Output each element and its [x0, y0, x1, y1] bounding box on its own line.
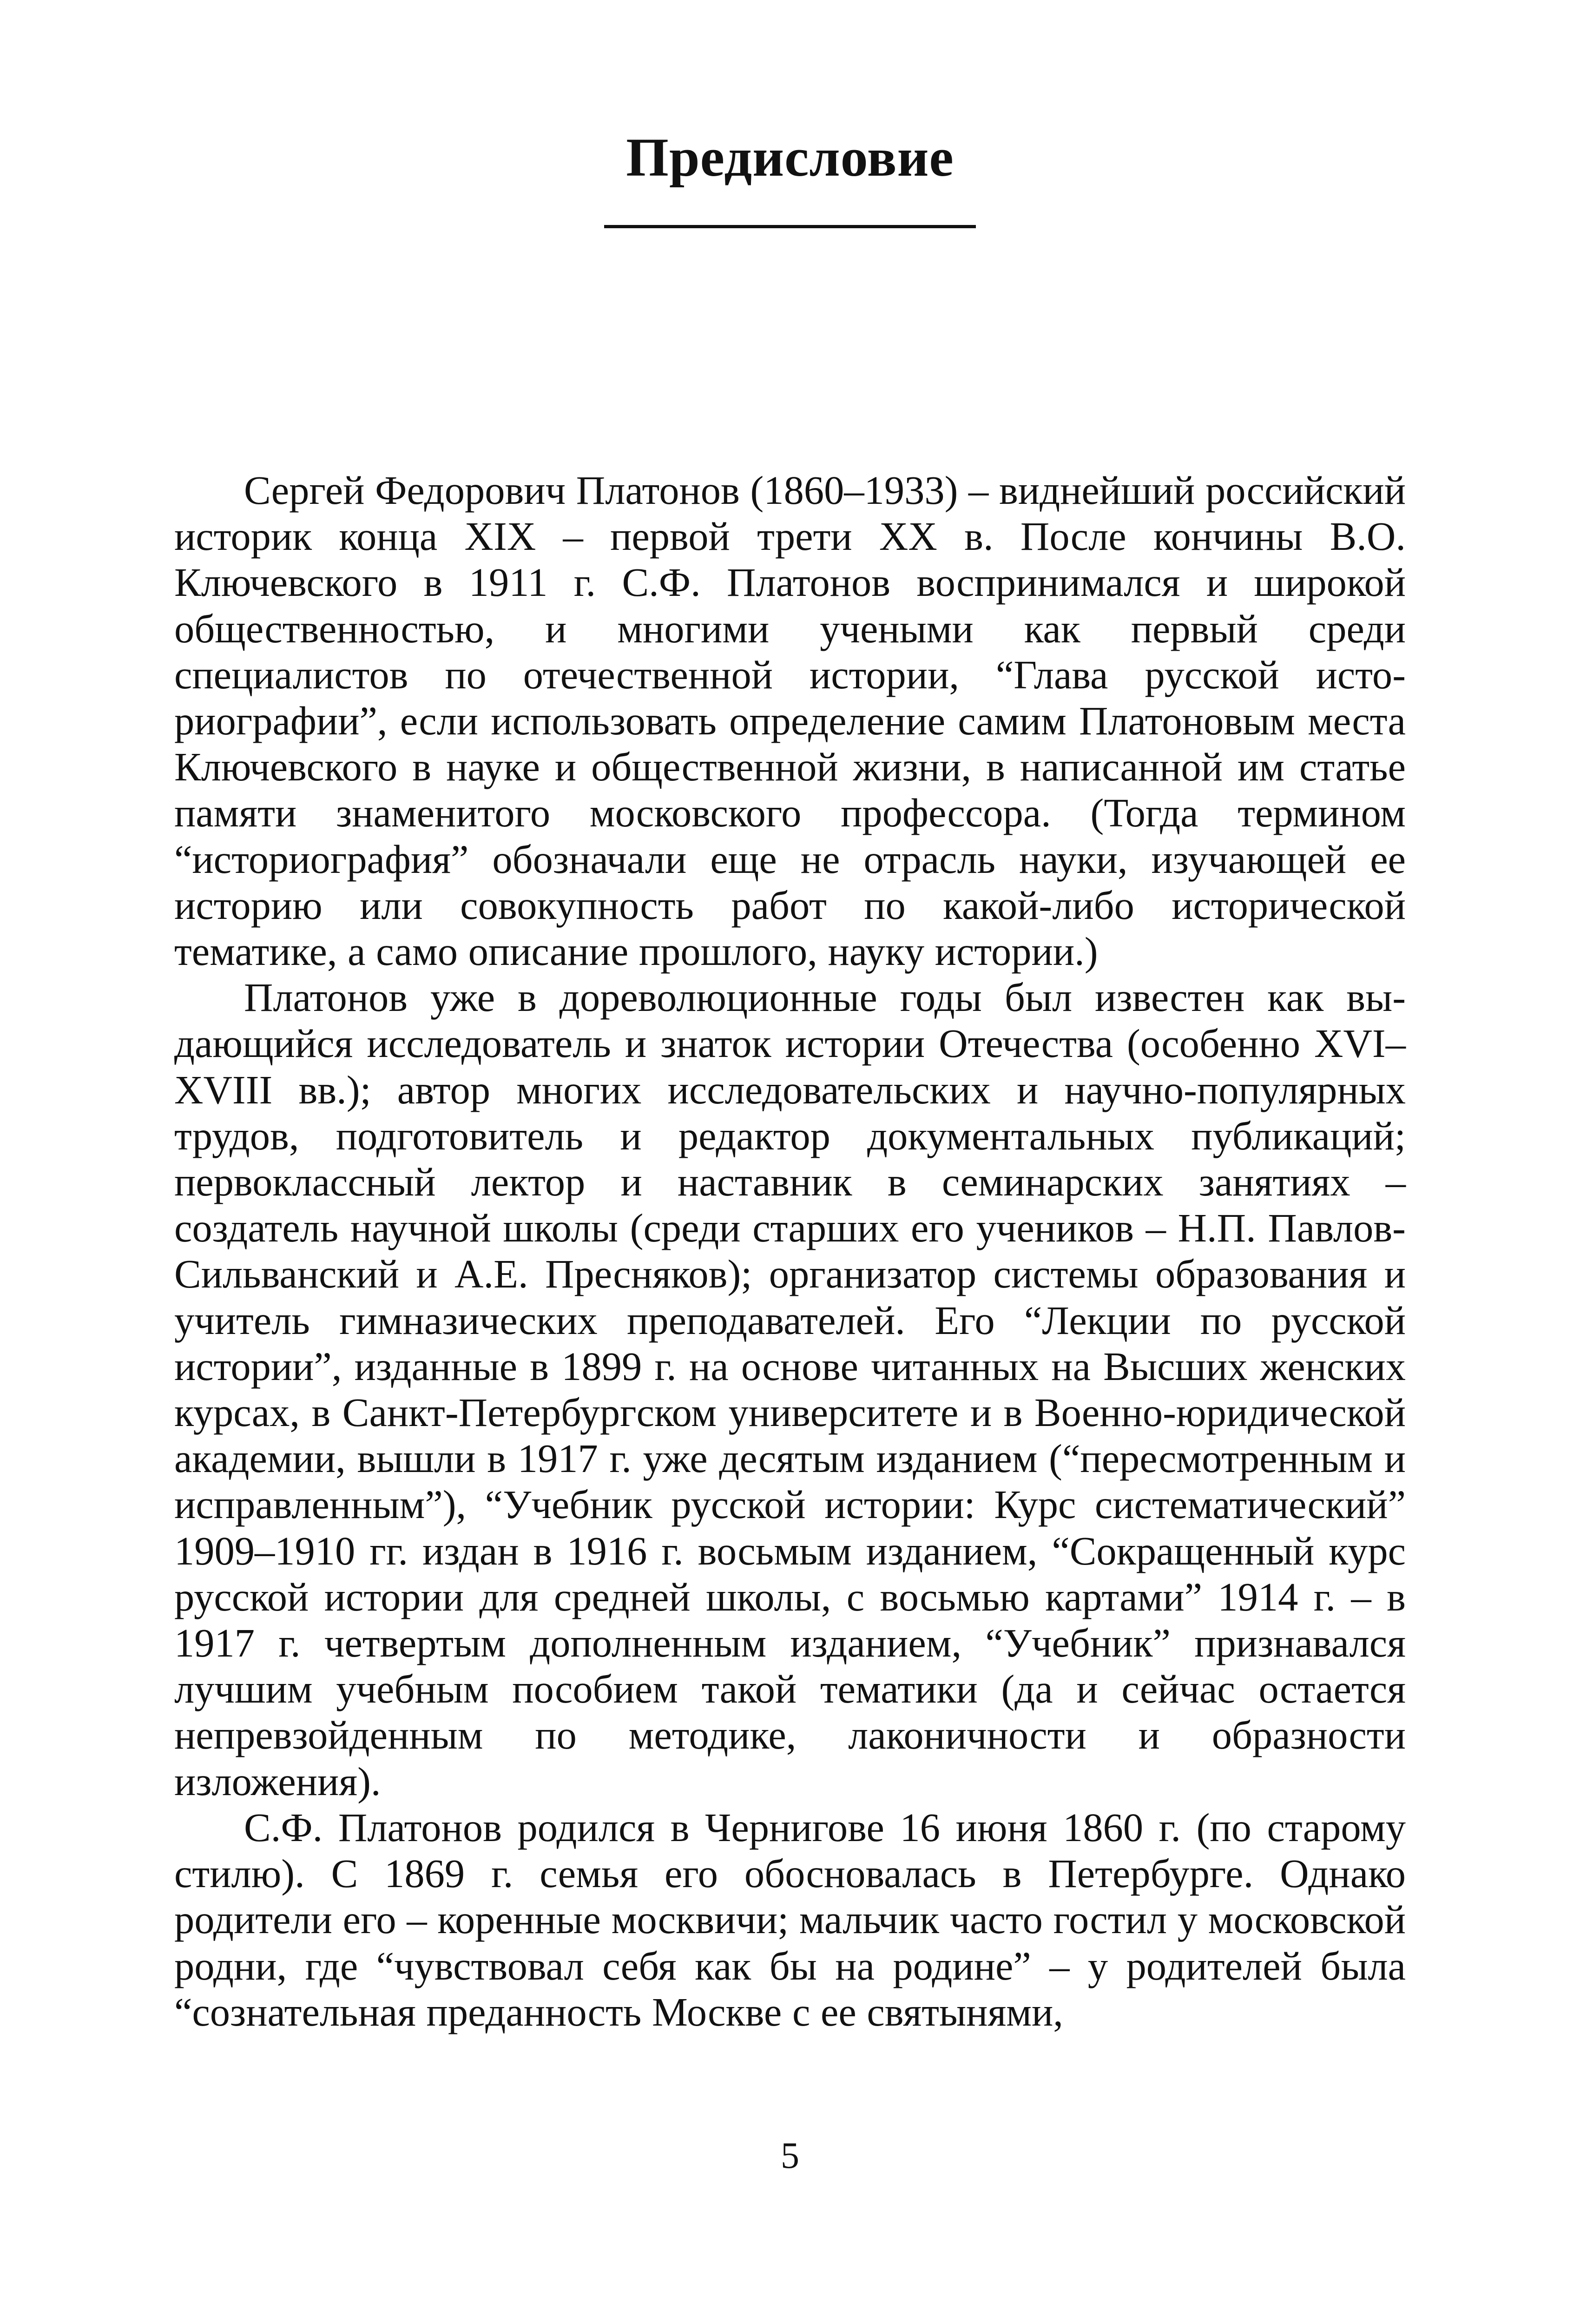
chapter-title: Предисловие: [626, 127, 954, 188]
body-text: [174, 468, 1406, 2035]
paragraph-2: Платонов уже в дореволюционные годы был известен как выдающийся исследователь и знаток истории Отечества (особенно XVI–XVIII вв.); автор многих исследовательских и научно-популярных трудов, подготовитель и редактор документальных публикаций; первоклассный лектор и наставник в семинарских занятиях – создатель научной школы (среди старших его учеников – Н.П. Павлов-Сильванский и А.Е. Пресняков); организатор системы образования и учитель гимназических преподавателей. Его “Лекции по русской истории”, изданные в 1899 г. на основе читанных на Высших женских курсах, в Санкт-Петербургском университете и в Военно-юридической академии, вышли в 1917 г. уже десятым изданием (“пересмотренным и исправленным”), “Учебник русской истории: Курс систематический” 1909–1910 гг. издан в 1916 г. восьмым изданием, “Сокращенный курс русской истории для средней школы, с восьмью картами” 1914 г. – в 1917 г. четвертым дополненным изданием, “Учебник” признавался лучшим учебным пособием такой тематики (да и сейчас остается непревзойденным по методике, лаконичности и образности изложения).: [174, 975, 1406, 1804]
page-number: 5: [781, 2135, 799, 2176]
paragraph-3: С.Ф. Платонов родился в Чернигове 16 июня 1860 г. (по старому стилю). С 1869 г. семья его обосновалась в Петербурге. Однако родители его – коренные москвичи; мальчик часто гостил у московской родни, где “чувствовал себя как бы на родине” – у родителей была “сознательная преданность Москве с ее святынями,: [174, 1805, 1406, 2034]
paragraph-1: Сергей Федорович Платонов (1860–1933) – виднейший российский историк конца XIX – первой трети XX в. После кончины В.О. Ключевского в 1911 г. С.Ф. Платонов воспринимался и широкой общественностью, и многими учеными как первый среди специалистов по отечественной истории, “Глава русской историографии”, если использовать определение самим Платоновым места Ключевского в науке и общественной жизни, в написанной им статье памяти знаменитого московского профессора. (Тогда термином “историография” обозначали еще не отрасль науки, изучающей ее историю или совокупность работ по какой-либо исторической тематике, а само описание прошлого, науку истории.): [174, 468, 1406, 974]
title-underline: [604, 225, 976, 228]
